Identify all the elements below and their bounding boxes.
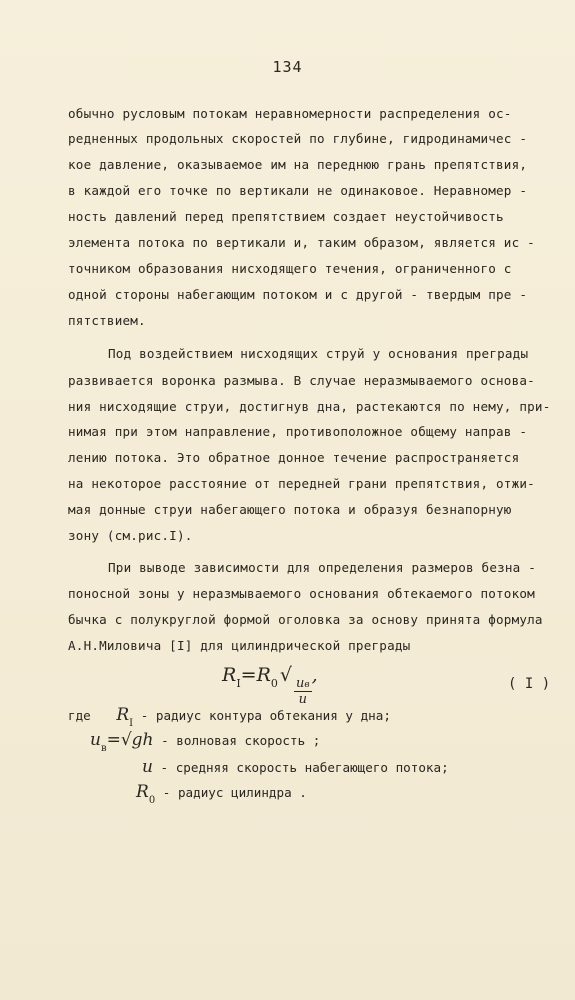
text-line: поносной зоны у неразмываемого основания обтекаемого потоком (68, 586, 535, 601)
text-line: бычка с полукруглой формой оголовка за основу принята формула (68, 612, 543, 627)
text-line: ния нисходящие струи, достигнув дна, растекаются по нему, при- (68, 399, 551, 414)
formula-denominator: u (298, 692, 308, 707)
formula (222, 664, 318, 707)
definition-row (68, 705, 391, 729)
formula-trail: , (311, 664, 318, 686)
formula-rhs-sub: 0 (270, 677, 278, 690)
formula-fraction (294, 676, 312, 707)
formula-numerator-sub: в (304, 680, 310, 690)
definition-row (136, 782, 307, 806)
text-line: кое давление, оказываемое им на переднюю грань препятствия, (68, 157, 528, 172)
definition-symbol: u (142, 757, 153, 777)
text-line: При выводе зависимости для определения размеров безна - (108, 560, 537, 575)
text-line: развивается воронка размыва. В случае неразмываемого основа- (68, 373, 535, 388)
text-line: зону (см.рис.I). (68, 528, 193, 543)
text-line: на некоторое расстояние от передней грани препятствия, отжи- (68, 476, 535, 491)
definition-text: - радиус контура обтекания у дна; (140, 708, 391, 723)
text-line: элемента потока по вертикали и, таким образом, является ис - (68, 235, 535, 250)
text-line: мая донные струи набегающего потока и образуя безнапорную (68, 502, 512, 517)
formula-lhs-sub: I (236, 677, 241, 690)
text-line: Под воздействием нисходящих струй у основания преграды (108, 346, 529, 361)
text-line: ность давлений перед препятствием создает неустойчивость (68, 209, 504, 224)
formula-numerator: u (296, 676, 305, 691)
formula-rhs: R (256, 664, 271, 686)
definition-text: - волновая скорость ; (161, 733, 321, 748)
definition-row (142, 757, 449, 777)
text-line: одной стороны набегающим потоком и с другой - твердым пре - (68, 287, 528, 302)
sqrt-sign: √ (279, 664, 293, 686)
where-label: где (68, 708, 91, 723)
page-number: 134 (272, 58, 303, 76)
definition-text: - радиус цилиндра . (162, 785, 307, 800)
definition-symbol: $u_в=√gh$ (90, 730, 154, 754)
text-line: А.Н.Миловича [I] для цилиндрической преграды (68, 638, 411, 653)
definition-symbol: $R_I$ (116, 705, 134, 729)
text-line: в каждой его точке по вертикали не одинаковое. Неравномер - (68, 183, 528, 198)
text-line: обычно русловым потокам неравномерности распределения ос- (68, 106, 512, 121)
text-line: точником образования нисходящего течения, ограниченного с (68, 261, 512, 276)
definition-symbol: $R_0$ (136, 782, 156, 806)
text-line: лению потока. Это обратное донное течение распространяется (68, 450, 520, 465)
text-line: пятствием. (68, 313, 146, 328)
formula-lhs: R (222, 664, 237, 686)
formula-equals: = (240, 664, 257, 686)
text-line: нимая при этом направление, противоположное общему направ - (68, 424, 528, 439)
equation-number: ( I ) (508, 676, 551, 692)
definition-text: - средняя скорость набегающего потока; (160, 760, 449, 775)
definition-row (90, 730, 320, 754)
text-line: редненных продольных скоростей по глубине, гидродинамичес - (68, 131, 528, 146)
